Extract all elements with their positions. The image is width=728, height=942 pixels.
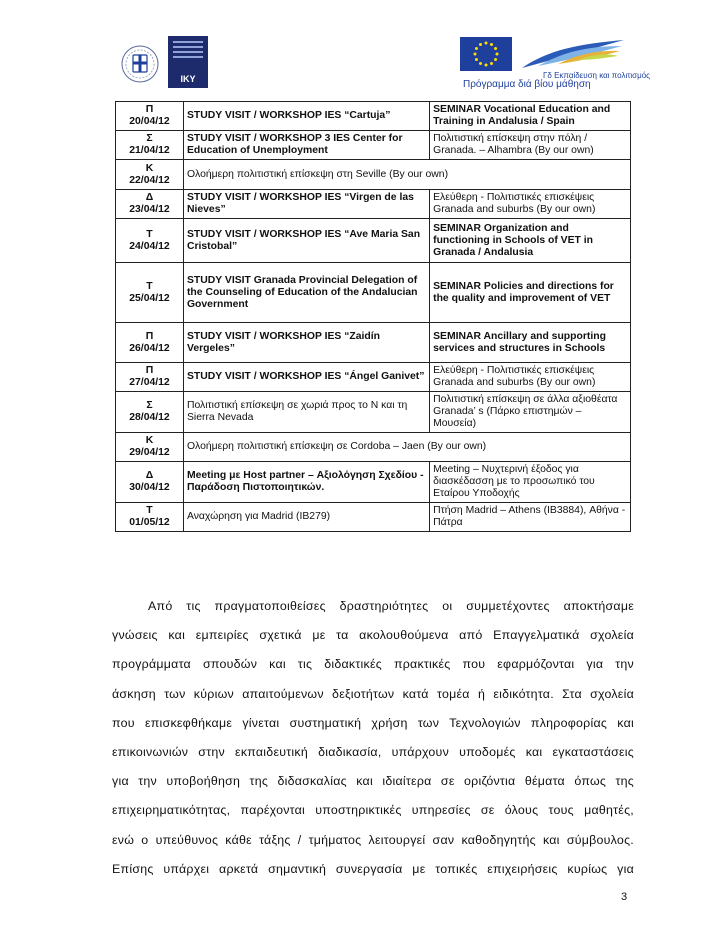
schedule-day-cell — [116, 102, 184, 131]
schedule-activity-cell: Πολιτιστική επίσκεψη σε χωριά προς το Ν και τη Sierra Nevada — [183, 392, 429, 433]
schedule-activity-cell: STUDY VISIT Granada Provincial Delegation of the Counseling of Education of the Andalucian Government — [183, 263, 429, 323]
eu-flag-icon — [460, 37, 512, 71]
day-letter: Τ — [146, 505, 153, 516]
day-letter: Π — [145, 330, 154, 342]
schedule-day-cell — [116, 433, 184, 462]
schedule-extra-cell: Ελεύθερη - Πολιτιστικές επισκέψεις Granada and suburbs (By our own) — [430, 190, 631, 219]
paragraph-line: προγράμματα σπουδών και τις διδακτικές πρακτικές που εφαρμόζονται για την — [112, 657, 634, 672]
schedule-extra-cell: SEMINAR Ancillary and supporting services and structures in Schools — [430, 323, 631, 363]
day-date: 21/04/12 — [129, 145, 170, 156]
eu-star-icon — [474, 53, 477, 56]
schedule-extra-cell: SEMINAR Policies and directions for the quality and improvement of VET — [430, 263, 631, 323]
iky-logo — [168, 36, 208, 88]
eu-star-icon — [490, 43, 493, 46]
day-letter: Δ — [145, 192, 154, 203]
schedule-activity-cell: STUDY VISIT / WORKSHOP IES “Virgen de las Nieves” — [183, 190, 429, 219]
paragraph-line: για την υποβοήθηση της διδασκαλίας και ιδιαίτερα σε οριζόντια θέματα όπως της — [112, 774, 634, 789]
paragraph-line: επικοινωνιών στην εκπαιδευτική διαδικασία, υπάρχουν υποδομές και εγκαταστάσεις — [112, 745, 634, 760]
schedule-row — [116, 392, 631, 433]
day-date: 25/04/12 — [129, 292, 170, 304]
eu-star-icon — [494, 47, 497, 50]
schedule-day-cell — [116, 131, 184, 160]
schedule-table-body — [116, 102, 631, 532]
eu-star-icon — [494, 58, 497, 61]
schedule-row — [116, 190, 631, 219]
schedule-row — [116, 160, 631, 190]
day-letter: Π — [145, 104, 154, 115]
eu-star-icon — [490, 62, 493, 65]
page-header — [0, 0, 728, 100]
schedule-extra-cell: Πολιτιστική επίσκεψη σε άλλα αξιοθέατα Granada’ s (Πάρκο επιστημών – Μουσεία) — [430, 392, 631, 433]
day-date: 30/04/12 — [129, 482, 170, 493]
schedule-extra-cell: Πολιτιστική επίσκεψη στην πόλη / Granada. – Alhambra (By our own) — [430, 131, 631, 160]
schedule-row — [116, 263, 631, 323]
schedule-activity-cell: STUDY VISIT / WORKSHOP IES “Zaidín Vergeles” — [183, 323, 429, 363]
schedule-row — [116, 131, 631, 160]
schedule-row — [116, 462, 631, 503]
body-paragraph — [112, 592, 634, 884]
paragraph-line: ενώ ο υπεύθυνος κάθε τάξης / τμήματος λειτουργεί σαν καθοδηγητής και σύμβουλος. — [112, 832, 634, 847]
schedule-row — [116, 323, 631, 363]
eu-star-icon — [496, 53, 499, 56]
paragraph-line: άσκηση των κύριων απαιτούμενων δεξιοτήτων κατά τομέα ή ειδικότητα. Στα σχολεία — [112, 686, 634, 701]
schedule-activity-cell: Αναχώρηση για Madrid (IB279) — [183, 503, 429, 532]
paragraph-line: γνώσεις και εμπειρίες σχετικά με τα ακολουθούμενα από Επαγγελματικά σχολεία — [112, 628, 634, 643]
paragraph-line: Επίσης υπάρχει αρκετά σημαντική συνεργασία με τοπικές επιχειρήσεις κυρίως για — [112, 861, 634, 876]
day-date: 20/04/12 — [129, 116, 170, 127]
eu-star-icon — [475, 58, 478, 61]
schedule-day-cell — [116, 219, 184, 263]
greek-state-emblem-icon — [120, 44, 160, 84]
day-letter: Δ — [145, 470, 154, 481]
day-letter: Π — [145, 365, 154, 376]
day-letter: Σ — [146, 133, 153, 144]
schedule-row — [116, 503, 631, 532]
schedule-table — [115, 101, 631, 532]
paragraph-line: που επισκεφθήκαμε γίνεται συστηματική χρήση των Τεχνολογιών πληροφορίας και — [112, 715, 634, 730]
schedule-merged-cell: Ολοήμερη πολιτιστική επίσκεψη σε Cordoba – Jaen (By our own) — [183, 433, 630, 462]
eu-star-icon — [475, 47, 478, 50]
llp-title: Γδ Εκπαίδευση και πολιτισμός — [543, 71, 651, 80]
day-date: 27/04/12 — [129, 377, 170, 388]
eu-star-icon — [479, 43, 482, 46]
eu-star-icon — [485, 64, 488, 67]
schedule-row — [116, 102, 631, 131]
schedule-day-cell — [116, 323, 184, 363]
paragraph-line: Από τις πραγματοποιθείσες δραστηριότητες οι συμμετέχοντες αποκτήσαμε — [148, 599, 634, 613]
day-letter: Τ — [146, 280, 153, 292]
eu-star-icon — [485, 42, 488, 45]
iky-logo-text: IKY — [180, 74, 196, 84]
schedule-extra-cell: Ελεύθερη - Πολιτιστικές επισκέψεις Granada and suburbs (By our own) — [430, 363, 631, 392]
schedule-extra-cell: Πτήση Madrid – Athens (IB3884), Αθήνα - Πάτρα — [430, 503, 631, 532]
day-date: 26/04/12 — [129, 342, 170, 354]
schedule-day-cell — [116, 263, 184, 323]
day-date: 01/05/12 — [129, 517, 170, 528]
schedule-day-cell — [116, 503, 184, 532]
paragraph-line: επιχειρηματικότητας, παρέχονται υποστηρικτικές υπηρεσίες σε όλους τους μαθητές, — [112, 803, 634, 818]
day-date: 29/04/12 — [129, 447, 170, 458]
schedule-extra-cell: SEMINAR Organization and functioning in Schools of VET in Granada / Andalusia — [430, 219, 631, 263]
day-date: 22/04/12 — [129, 174, 170, 186]
schedule-activity-cell: STUDY VISIT / WORKSHOP IES “Cartuja” — [183, 102, 429, 131]
day-letter: Κ — [145, 435, 154, 446]
lifelong-learning-logo-icon — [518, 30, 628, 74]
schedule-row — [116, 363, 631, 392]
schedule-day-cell — [116, 462, 184, 503]
day-letter: Σ — [146, 400, 153, 411]
schedule-day-cell — [116, 190, 184, 219]
schedule-activity-cell: STUDY VISIT / WORKSHOP 3 IES Center for Education of Unemployment — [183, 131, 429, 160]
day-date: 24/04/12 — [129, 240, 170, 252]
schedule-row — [116, 433, 631, 462]
schedule-activity-cell: STUDY VISIT / WORKSHOP IES “Ángel Ganivet” — [183, 363, 429, 392]
day-letter: Κ — [145, 162, 154, 174]
schedule-extra-cell: Meeting – Νυχτερινή έξοδος για διασκέδασση με το προσωπικό του Εταίρου Υποδοχής — [430, 462, 631, 503]
day-date: 28/04/12 — [129, 412, 170, 423]
eu-star-icon — [479, 62, 482, 65]
schedule-activity-cell: Meeting με Host partner – Αξιολόγηση Σχεδίου - Παράδοση Πιστοποιητικών. — [183, 462, 429, 503]
page-number: 3 — [621, 891, 628, 903]
llp-subtitle: Πρόγραμμα διά βίου μάθηση — [463, 79, 591, 90]
schedule-extra-cell: SEMINAR Vocational Education and Training in Andalusia / Spain — [430, 102, 631, 131]
day-letter: Τ — [146, 228, 153, 240]
schedule-day-cell — [116, 392, 184, 433]
schedule-merged-cell: Ολοήμερη πολιτιστική επίσκεψη στη Seville (By our own) — [183, 160, 630, 190]
schedule-day-cell — [116, 160, 184, 190]
schedule-row — [116, 219, 631, 263]
schedule-activity-cell: STUDY VISIT / WORKSHOP IES “Ave Maria San Cristobal” — [183, 219, 429, 263]
day-date: 23/04/12 — [129, 204, 170, 215]
schedule-day-cell — [116, 363, 184, 392]
